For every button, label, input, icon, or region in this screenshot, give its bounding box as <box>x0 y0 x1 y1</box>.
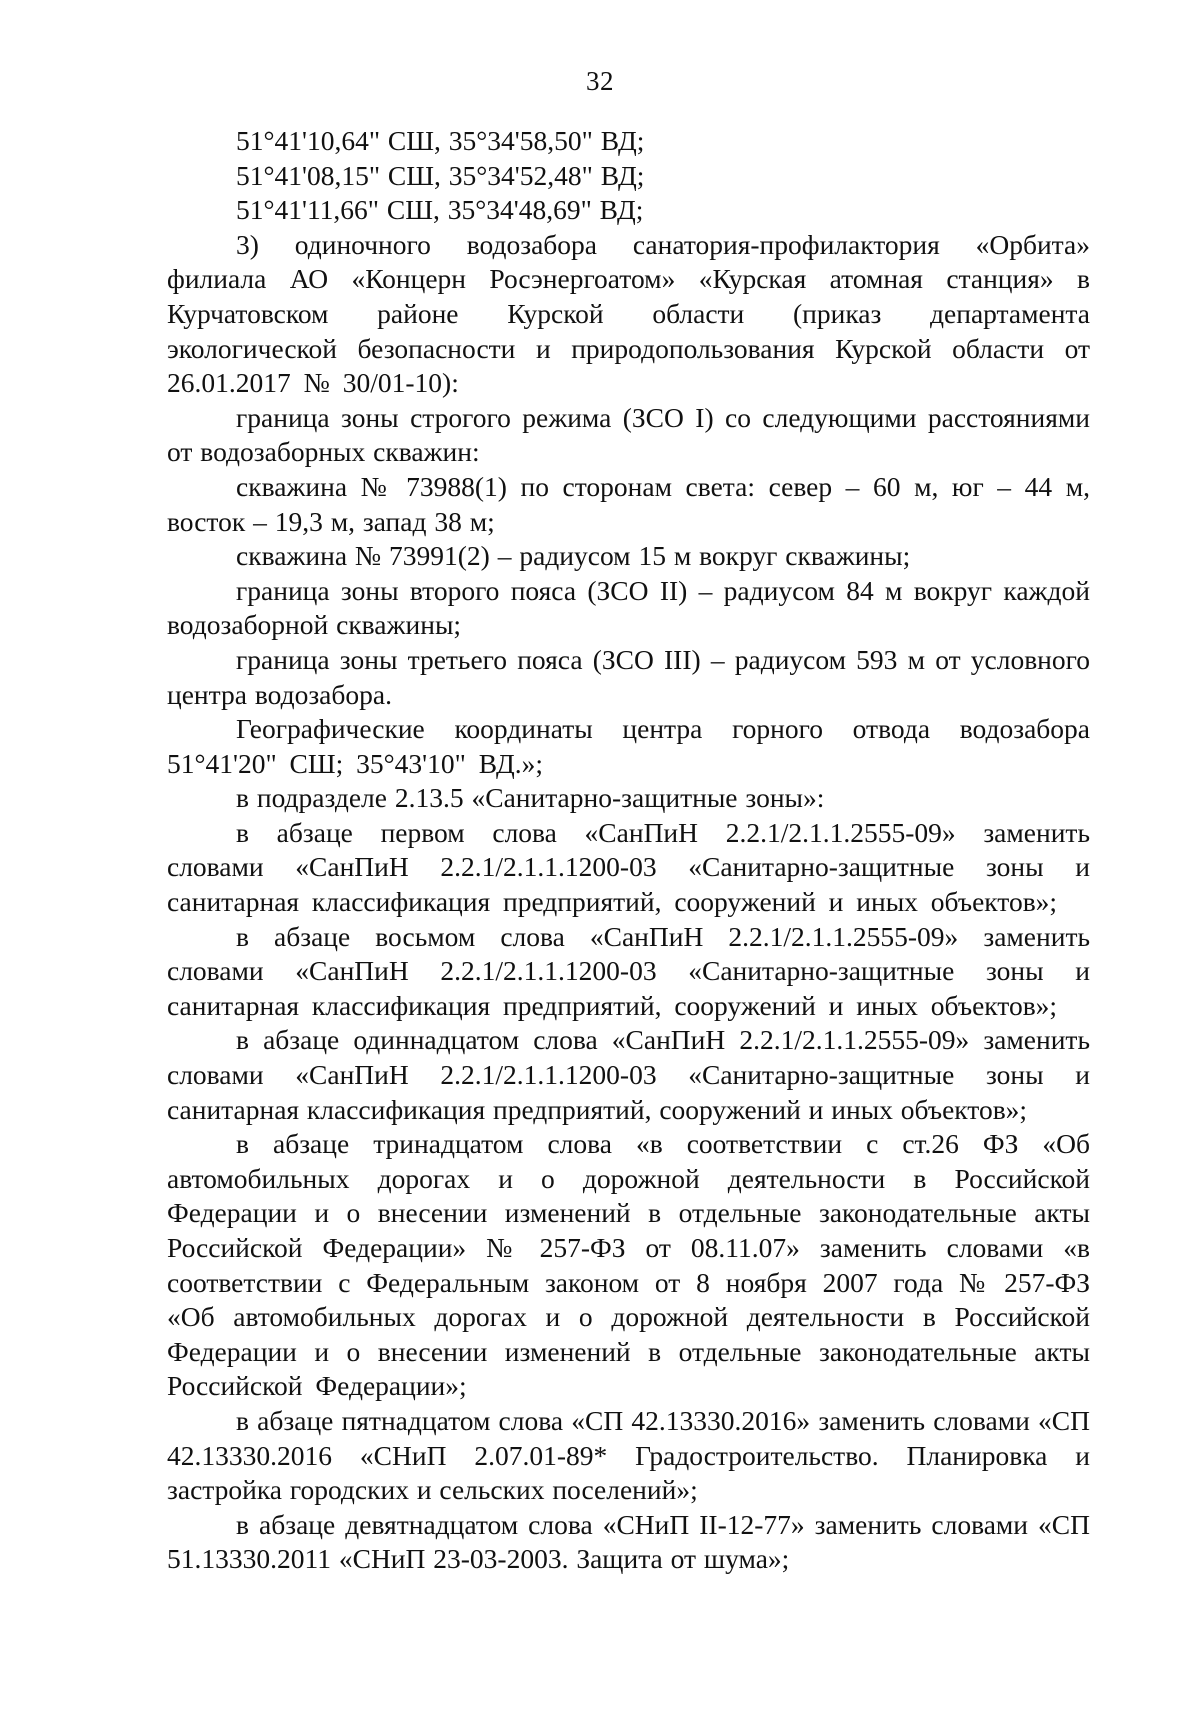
coordinate-line: 51°41'08,15" СШ, 35°34'52,48" ВД; <box>236 159 645 191</box>
paragraph: 3) одиночного водозабора санатория-профилактория «Орбита» филиала АО «Концерн Росэнергоатом» «Курская атомная станция» в Курчатовском районе Курской области (приказ департамента экологической безопасности и природопользования Курской области от 26.01.2017 № 30/01-10): <box>167 228 1090 399</box>
paragraph: Географические координаты центра горного отвода водозабора 51°41'20" СШ; 35°43'10" ВД.»; <box>167 713 1090 779</box>
paragraph: в абзаце пятнадцатом слова «СП 42.13330.2016» заменить словами «СП 42.13330.2016 «СНиП 2.07.01-89* Градостроительство. Планировка и застройка городских и сельских поселений»; <box>167 1404 1090 1506</box>
paragraph: в абзаце восьмом слова «СанПиН 2.2.1/2.1.1.2555-09» заменить словами «СанПиН 2.2.1/2.1.1.1200-03 «Санитарно-защитные зоны и санитарная классификация предприятий, сооружений и иных объектов»; <box>167 920 1090 1021</box>
page-number: 32 <box>586 66 614 96</box>
paragraph: в подразделе 2.13.5 «Санитарно-защитные зоны»: <box>236 782 825 814</box>
paragraph: в абзаце девятнадцатом слова «СНиП II-12-77» заменить словами «СП 51.13330.2011 «СНиП 23-03-2003. Защита от шума»; <box>167 1508 1090 1575</box>
document-body <box>167 124 1090 1577</box>
paragraph: в абзаце первом слова «СанПиН 2.2.1/2.1.1.2555-09» заменить словами «СанПиН 2.2.1/2.1.1.1200-03 «Санитарно-защитные зоны и санитарная классификация предприятий, сооружений и иных объектов»; <box>167 816 1090 918</box>
paragraph: скважина № 73991(2) – радиусом 15 м вокруг скважины; <box>236 540 911 572</box>
paragraph: граница зоны третьего пояса (ЗСО III) – радиусом 593 м от условного центра водозабора. <box>167 643 1090 710</box>
paragraph: в абзаце одиннадцатом слова «СанПиН 2.2.1/2.1.1.2555-09» заменить словами «СанПиН 2.2.1/2.1.1.1200-03 «Санитарно-защитные зоны и санитарная классификация предприятий, сооружений и иных объектов»; <box>167 1024 1090 1125</box>
paragraph: в абзаце тринадцатом слова «в соответствии с ст.26 ФЗ «Об автомобильных дорогах и о дорожной деятельности в Российской Федерации и о внесении изменений в отдельные законодательные акты Российской Федерации» № 257-ФЗ от 08.11.07» заменить словами «в соответствии с Федеральным законом от 8 ноября 2007 года № 257-ФЗ «Об автомобильных дорогах и о дорожной деятельности в Российской Федерации и о внесении изменений в отдельные законодательные акты Российской Федерации»; <box>167 1128 1090 1402</box>
coordinate-line: 51°41'11,66" СШ, 35°34'48,69" ВД; <box>236 194 644 226</box>
paragraph: граница зоны строгого режима (ЗСО I) со следующими расстояниями от водозаборных скважин: <box>167 401 1090 468</box>
paragraph: скважина № 73988(1) по сторонам света: север – 60 м, юг – 44 м, восток – 19,3 м, запад 38 м; <box>167 470 1090 537</box>
paragraph: граница зоны второго пояса (ЗСО II) – радиусом 84 м вокруг каждой водозаборной скважины; <box>167 574 1090 641</box>
coordinate-line: 51°41'10,64" СШ, 35°34'58,50" ВД; <box>236 125 645 156</box>
